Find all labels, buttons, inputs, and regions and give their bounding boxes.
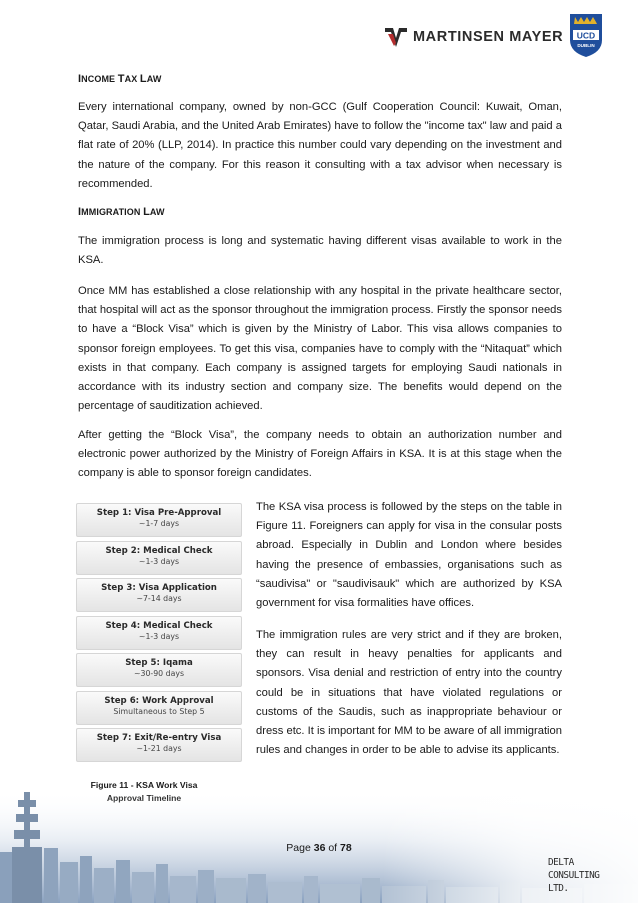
martinsen-mayer-logo <box>385 26 563 48</box>
delta-logo-line-1: DELTA <box>548 857 574 868</box>
step-title: Step 3: Visa Application <box>101 583 217 593</box>
timeline-step-3 <box>76 578 242 612</box>
immigration-heading: IMMIGRATION LAW <box>78 206 165 218</box>
timeline-step-6 <box>76 691 242 725</box>
figure-caption: Figure 11 - KSA Work Visa <box>90 780 198 790</box>
martinsen-mayer-logo-icon <box>385 26 407 48</box>
svg-text:DUBLIN: DUBLIN <box>577 43 595 48</box>
step-title: Step 6: Work Approval <box>104 695 214 706</box>
step-title: Step 4: Medical Check <box>105 620 213 631</box>
step-duration: ~7-14 days <box>136 594 182 603</box>
timeline-step-2 <box>76 541 242 575</box>
step-duration: ~30-90 days <box>133 669 185 678</box>
income-tax-paragraph: Every international company, owned by non-GCC (Gulf Cooperation Council: Kuwait, Oman, Qatar, Saudi Arabia, and the United Arab Emirates) have to follow the "income tax" law and paid a flat rate of 20% (LLP, 2014). In practice this number could vary depending on the investment and the nature of the company. For this reason it consulting with a tax advisor when necessary is recommended. <box>78 101 562 190</box>
immigration-paragraph-3: After getting the “Block Visa”, the company needs to obtain an authorization number and electronic power authorized by the Ministry of Foreign Affairs in KSA. It is at this stage when the company is able to sponsor foreign candidates. <box>78 429 562 480</box>
step-duration: ~1-7 days <box>138 519 180 528</box>
step-title: Step 7: Exit/Re-entry Visa <box>96 733 222 743</box>
step-duration: Simultaneous to Step 5 <box>113 706 205 716</box>
timeline-step-4 <box>76 616 242 650</box>
step-duration: ~1-21 days <box>136 744 182 753</box>
visa-process-paragraph: The KSA visa process is followed by the steps on the table in Figure 11. Foreigners can apply for visa in the consular posts abroad. Especially in Dublin and London where besides having the presence of embassies, organisations such as “saudivisa" or "saudivisauk" which are authorized by KSA government for visa formalities have offices. <box>256 501 562 610</box>
immigration-paragraph-2: Once MM has established a close relationship with any hospital in the private healthcare sector, that hospital will act as the sponsor throughout the immigration process. Firstly the sponsor needs to have a “Block Visa” which is given by the Ministry of Labor. This visa allows companies to sponsor foreign employees. To get this visa, companies have to comply with the “Nitaquat” which exists in that company. Each company is assigned targets for employing Saudi nationals in accordance with its industry section and company size. The benefits would depend on the percentage of sauditization achieved. <box>78 285 562 413</box>
svg-text:UCD: UCD <box>576 30 596 41</box>
step-title: Step 5: Iqama <box>125 658 193 668</box>
immigration-rules-paragraph: The immigration rules are very strict and if they are broken, they can result in heavy penalties for applicants and sponsors. Visa denial and restriction of entry into the country could be in situations that have violated regulations or customs of the Saudis, such as inappropriate behaviour or dress etc. It is important for MM to be aware of all immigration rules and changes in order to be able to advise its applicants. <box>256 629 562 757</box>
step-title: Step 1: Visa Pre-Approval <box>96 508 222 518</box>
step-title: Step 2: Medical Check <box>105 545 213 556</box>
ucd-crest-icon <box>568 12 604 58</box>
martinsen-mayer-logo-text: MARTINSEN MAYER <box>413 29 564 45</box>
visa-timeline-figure <box>76 503 242 773</box>
step-duration: ~1-3 days <box>138 631 180 641</box>
income-tax-heading: INCOME TAX LAW <box>78 73 162 85</box>
page-number: Page 36 of 78 <box>286 842 352 854</box>
immigration-paragraph-1: The immigration process is long and systematic having different visas available to work in the KSA. <box>78 235 562 267</box>
delta-logo-line-2: CONSULTING LTD. <box>548 870 600 894</box>
timeline-step-7 <box>76 728 242 762</box>
timeline-step-1 <box>76 503 242 537</box>
delta-consulting-logo <box>548 856 618 895</box>
timeline-step-5 <box>76 653 242 687</box>
step-duration: ~1-3 days <box>138 556 180 566</box>
